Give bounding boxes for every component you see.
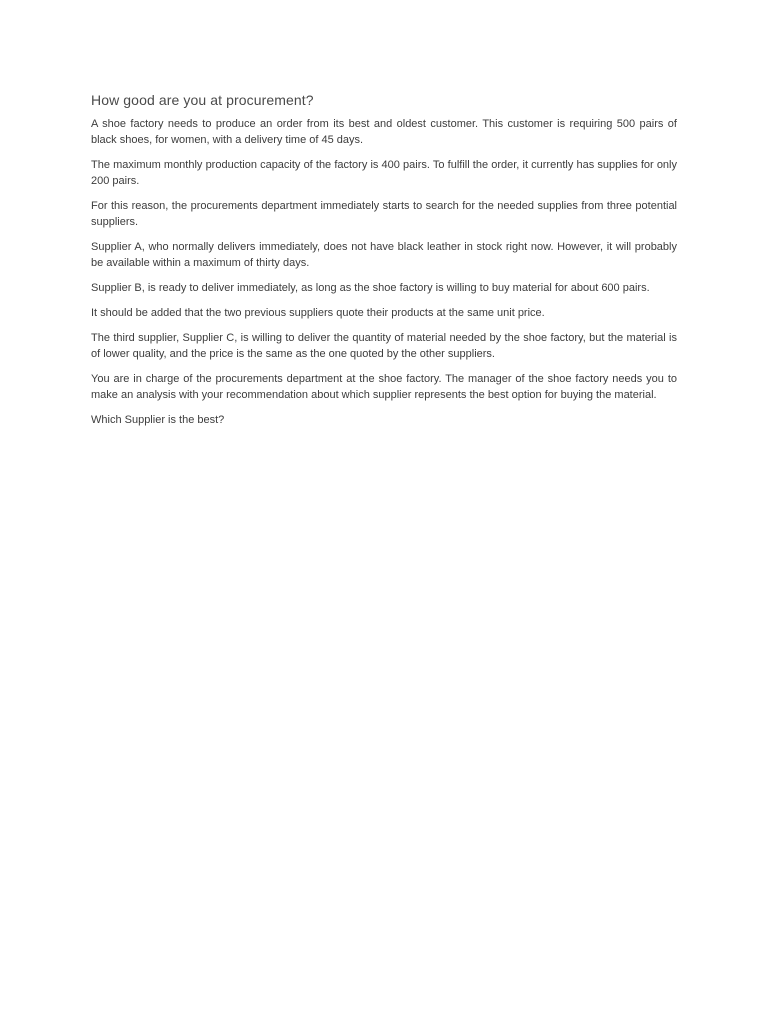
paragraph-supplier-c: The third supplier, Supplier C, is willing to deliver the quantity of material needed by the shoe factory, but the material is of lower quality, and the price is the same as the one quoted by the other suppliers. <box>91 332 677 360</box>
closing-question: Which Supplier is the best? <box>91 414 225 426</box>
paragraph-supplier-b: Supplier B, is ready to deliver immediately, as long as the shoe factory is willing to buy material for about 600 pairs. <box>91 282 650 294</box>
document-title: How good are you at procurement? <box>91 92 314 108</box>
paragraph-search: For this reason, the procurements department immediately starts to search for the needed supplies from three potential suppliers. <box>91 200 677 228</box>
paragraph-task: You are in charge of the procurements department at the shoe factory. The manager of the shoe factory needs you to make an analysis with your recommendation about which supplier represents the best option for buying the material. <box>91 373 677 401</box>
paragraph-order-request: A shoe factory needs to produce an order from its best and oldest customer. This customer is requiring 500 pairs of black shoes, for women, with a delivery time of 45 days. <box>91 118 677 146</box>
paragraph-price-note: It should be added that the two previous suppliers quote their products at the same unit price. <box>91 307 545 319</box>
paragraph-supplier-a: Supplier A, who normally delivers immediately, does not have black leather in stock right now. However, it will probably be available within a maximum of thirty days. <box>91 241 677 269</box>
paragraph-capacity: The maximum monthly production capacity of the factory is 400 pairs. To fulfill the order, it currently has supplies for only 200 pairs. <box>91 159 677 187</box>
document-page <box>91 92 677 428</box>
